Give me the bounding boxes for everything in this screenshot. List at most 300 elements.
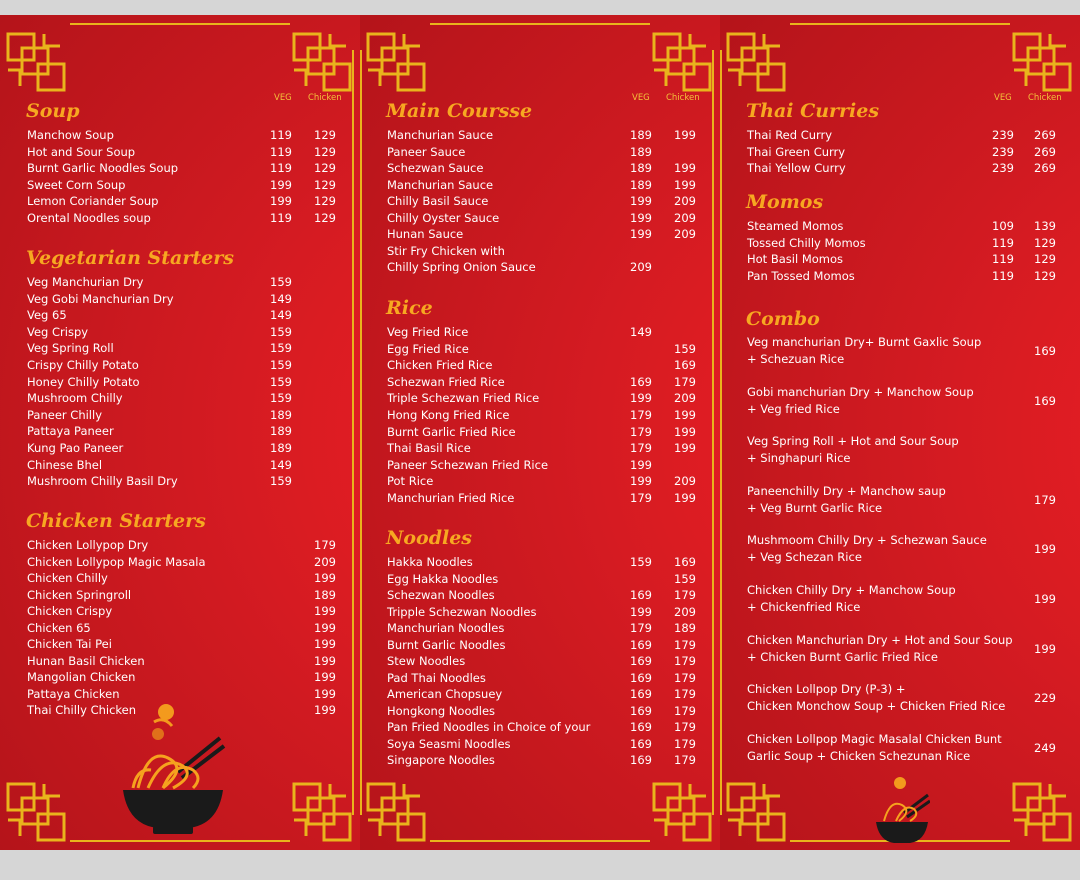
veg-price: 149 xyxy=(630,325,652,339)
chicken-price: 189 xyxy=(674,621,696,635)
section-title-chicken-starters: Chicken Starters xyxy=(26,510,206,532)
menu-item-row xyxy=(387,178,698,194)
veg-price: 189 xyxy=(630,144,652,159)
combo-line-2: Garlic Soup + Chicken Schezunan Rice xyxy=(747,748,971,763)
veg-price: 159 xyxy=(270,474,292,489)
veg-price: 199 xyxy=(630,194,652,208)
menu-item-name: Paneer Sauce xyxy=(387,144,466,159)
veg-price: 199 xyxy=(270,194,292,208)
menu-item-row xyxy=(387,408,698,424)
menu-item-name: Honey Chilly Potato xyxy=(27,374,140,389)
menu-item-name: Manchurian Sauce xyxy=(387,177,494,192)
veg-price: 209 xyxy=(630,260,652,274)
menu-item-row xyxy=(747,219,1058,235)
veg-price: 169 xyxy=(630,687,652,701)
menu-item-name: Chicken Lollypop Magic Masala xyxy=(27,554,206,569)
menu-item-row xyxy=(387,211,698,227)
menu-item-row xyxy=(387,638,698,654)
menu-item-name: Pad Thai Noodles xyxy=(387,670,486,685)
veg-price: 169 xyxy=(630,753,652,767)
veg-column-header: VEG xyxy=(632,93,650,103)
combo-item xyxy=(747,334,1058,368)
veg-price: 119 xyxy=(270,144,292,159)
menu-item-row xyxy=(27,275,338,291)
menu-item-name: Pan Fried Noodles in Choice of your xyxy=(387,720,591,734)
menu-item-row xyxy=(27,703,338,719)
chicken-price: 159 xyxy=(674,341,696,356)
menu-item-name: Paneer Schezwan Fried Rice xyxy=(387,457,549,472)
chicken-price: 199 xyxy=(314,620,336,635)
menu-item-name: Thai Green Curry xyxy=(747,144,846,159)
veg-price: 239 xyxy=(992,161,1014,175)
chicken-price: 209 xyxy=(674,604,696,619)
menu-item-name: Hot and Sour Soup xyxy=(27,144,136,159)
veg-price: 179 xyxy=(630,441,652,456)
menu-item-name: Crispy Chilly Potato xyxy=(27,358,139,372)
chicken-price: 179 xyxy=(674,736,696,751)
chicken-price: 199 xyxy=(314,653,336,668)
menu-item-name: Paneer Chilly xyxy=(27,407,102,422)
menu-item-name: Hongkong Noodles xyxy=(387,703,496,718)
menu-item-row xyxy=(387,194,698,210)
chicken-column-header: Chicken xyxy=(666,93,700,103)
veg-price: 239 xyxy=(992,128,1014,142)
chicken-price: 269 xyxy=(1034,128,1056,142)
menu-item-row xyxy=(27,458,338,474)
menu-item-row xyxy=(387,145,698,161)
veg-price: 159 xyxy=(270,275,292,289)
chicken-price: 179 xyxy=(674,637,696,652)
menu-item-name: Hong Kong Fried Rice xyxy=(387,408,510,422)
menu-item-name: Hakka Noodles xyxy=(387,555,473,569)
menu-item-row xyxy=(387,458,698,474)
menu-item-name: Thai Red Curry xyxy=(747,128,833,142)
menu-item-name: Schezwan Noodles xyxy=(387,588,495,602)
chicken-price: 199 xyxy=(674,161,696,175)
combo-line-2: Chicken Monchow Soup + Chicken Fried Rice xyxy=(747,699,1006,714)
menu-item-row xyxy=(27,211,338,227)
chicken-price: 199 xyxy=(314,571,336,585)
chicken-price: 199 xyxy=(674,128,696,142)
gold-border-right xyxy=(352,50,354,815)
menu-item-name: Chicken Lollypop Dry xyxy=(27,538,149,552)
menu-item-row xyxy=(27,441,338,457)
menu-item-name: Thai Basil Rice xyxy=(387,441,471,456)
menu-item-name: Pan Tossed Momos xyxy=(747,268,855,283)
gold-border-top xyxy=(790,23,1010,25)
veg-price: 199 xyxy=(630,457,652,472)
chicken-price: 129 xyxy=(1034,235,1056,250)
menu-item-row xyxy=(387,342,698,358)
menu-item-row xyxy=(387,441,698,457)
menu-item-name: Chicken Fried Rice xyxy=(387,358,493,373)
menu-item-name: Chicken Springroll xyxy=(27,587,132,602)
menu-item-row xyxy=(387,621,698,637)
chicken-price: 129 xyxy=(1034,268,1056,283)
menu-item-row xyxy=(27,637,338,653)
gold-border-bottom xyxy=(70,840,290,842)
menu-item-name: Mangolian Chicken xyxy=(27,670,136,684)
chicken-price: 209 xyxy=(674,210,696,225)
menu-item-row xyxy=(387,671,698,687)
menu-item-row xyxy=(387,244,698,260)
veg-price: 189 xyxy=(630,128,652,142)
combo-price: 249 xyxy=(1034,740,1056,755)
menu-item-name: Kung Pao Paneer xyxy=(27,441,124,455)
menu-item-name: Manchow Soup xyxy=(27,128,114,142)
lattice-ornament-icon xyxy=(290,30,356,96)
chicken-price: 129 xyxy=(314,161,336,175)
menu-item-name: Thai Yellow Curry xyxy=(747,161,846,175)
veg-price: 169 xyxy=(630,374,652,389)
veg-price: 109 xyxy=(992,219,1014,233)
chicken-price: 179 xyxy=(674,588,696,602)
menu-item-name: Burnt Garlic Noodles Soup xyxy=(27,161,179,175)
chopsticks-icon xyxy=(178,738,224,778)
veg-price: 149 xyxy=(270,291,292,306)
veg-price: 149 xyxy=(270,308,292,323)
menu-item-row xyxy=(27,621,338,637)
lattice-ornament-icon xyxy=(364,30,430,96)
veg-price: 159 xyxy=(630,555,652,569)
menu-item-row xyxy=(27,308,338,324)
menu-item-row xyxy=(387,425,698,441)
veg-price: 119 xyxy=(270,161,292,175)
combo-line-2: + Veg fried Rice xyxy=(747,401,840,416)
menu-item-row xyxy=(27,654,338,670)
menu-item-row xyxy=(747,269,1058,285)
chicken-price: 269 xyxy=(1034,144,1056,159)
menu-item-row xyxy=(27,474,338,490)
veg-price: 119 xyxy=(270,128,292,142)
menu-item-row xyxy=(27,145,338,161)
menu-item-row xyxy=(747,236,1058,252)
chicken-price: 179 xyxy=(674,654,696,668)
chicken-price: 179 xyxy=(314,538,336,552)
menu-item-row xyxy=(747,161,1058,177)
menu-item-row xyxy=(27,292,338,308)
menu-item-name: Chicken 65 xyxy=(27,620,91,635)
menu-item-name: Schezwan Sauce xyxy=(387,161,484,175)
menu-item-name: Burnt Garlic Noodles xyxy=(387,637,506,652)
menu-item-name: Manchurian Fried Rice xyxy=(387,491,515,505)
menu-item-row xyxy=(747,145,1058,161)
section-title-rice: Rice xyxy=(386,297,433,319)
chicken-price: 199 xyxy=(314,604,336,618)
menu-item-row xyxy=(27,391,338,407)
chicken-price: 129 xyxy=(314,177,336,192)
menu-item-row xyxy=(27,358,338,374)
chicken-price: 199 xyxy=(674,408,696,422)
noodle-bowl-icon xyxy=(874,773,930,847)
veg-price: 239 xyxy=(992,144,1014,159)
menu-item-name: Chicken Crispy xyxy=(27,604,113,618)
veg-price: 189 xyxy=(270,407,292,422)
chicken-price: 179 xyxy=(674,703,696,718)
lattice-ornament-icon xyxy=(4,30,70,96)
veg-price: 169 xyxy=(630,720,652,734)
menu-item-row xyxy=(387,654,698,670)
chicken-price: 179 xyxy=(674,720,696,734)
menu-item-row xyxy=(27,128,338,144)
menu-item-name: Thai Chilly Chicken xyxy=(27,703,137,717)
chicken-price: 179 xyxy=(674,670,696,685)
menu-item-row xyxy=(387,358,698,374)
combo-item xyxy=(747,731,1058,765)
menu-panel-left xyxy=(0,15,360,850)
combo-item xyxy=(747,532,1058,566)
menu-item-name: Triple Schezwan Fried Rice xyxy=(387,391,540,406)
menu-item-row xyxy=(27,588,338,604)
veg-price: 159 xyxy=(270,391,292,406)
menu-item-row xyxy=(387,491,698,507)
veg-price: 159 xyxy=(270,358,292,372)
menu-item-row xyxy=(27,538,338,554)
veg-price: 169 xyxy=(630,588,652,602)
veg-column-header: VEG xyxy=(994,93,1012,103)
chicken-price: 189 xyxy=(314,587,336,602)
lattice-ornament-icon xyxy=(724,30,790,96)
menu-item-row xyxy=(387,687,698,703)
lattice-ornament-icon xyxy=(724,780,790,846)
chicken-price: 199 xyxy=(314,637,336,651)
combo-line-2: + Veg Burnt Garlic Rice xyxy=(747,500,883,515)
section-title-thai-curries: Thai Curries xyxy=(746,100,880,122)
menu-item-row xyxy=(387,753,698,769)
lattice-ornament-icon xyxy=(1010,780,1076,846)
chicken-price: 179 xyxy=(674,687,696,701)
menu-item-row xyxy=(747,128,1058,144)
veg-price: 199 xyxy=(270,177,292,192)
menu-item-row xyxy=(27,375,338,391)
chicken-price: 209 xyxy=(674,474,696,489)
combo-line-1: Chicken Lollpop Magic Masalal Chicken Bunt xyxy=(747,731,1002,746)
chicken-price: 129 xyxy=(314,144,336,159)
combo-price: 229 xyxy=(1034,691,1056,706)
menu-item-row xyxy=(387,375,698,391)
combo-line-2: + Chickenfried Rice xyxy=(747,600,861,614)
menu-item-name: Egg Fried Rice xyxy=(387,341,469,356)
menu-item-name: Mushroom Chilly xyxy=(27,391,123,406)
chicken-price: 129 xyxy=(314,194,336,208)
veg-price: 169 xyxy=(630,654,652,668)
chicken-price: 209 xyxy=(674,194,696,208)
lattice-ornament-icon xyxy=(1010,30,1076,96)
section-title-combo: Combo xyxy=(746,308,820,330)
menu-item-row xyxy=(387,555,698,571)
combo-line-1: Chicken Manchurian Dry + Hot and Sour Soup xyxy=(747,632,1013,647)
menu-item-name: Chilly Basil Sauce xyxy=(387,194,489,208)
menu-panel-middle xyxy=(360,15,720,850)
lattice-ornament-icon xyxy=(4,780,70,846)
menu-item-row xyxy=(27,161,338,177)
combo-line-1: Veg manchurian Dry+ Burnt Gaxlic Soup xyxy=(747,335,982,349)
chicken-price: 169 xyxy=(674,555,696,569)
chicken-price: 209 xyxy=(314,554,336,569)
combo-line-1: Mushmoom Chilly Dry + Schezwan Sauce xyxy=(747,533,987,548)
menu-item-name: Schezwan Fried Rice xyxy=(387,374,505,389)
menu-item-row xyxy=(387,704,698,720)
combo-line-1: Chicken Chilly Dry + Manchow Soup xyxy=(747,583,956,597)
menu-item-name: Sweet Corn Soup xyxy=(27,177,126,192)
menu-item-row xyxy=(387,605,698,621)
menu-item-row xyxy=(27,687,338,703)
menu-item-name: Tripple Schezwan Noodles xyxy=(387,604,537,619)
veg-price: 119 xyxy=(992,235,1014,250)
veg-price: 169 xyxy=(630,736,652,751)
veg-price: 159 xyxy=(270,341,292,356)
section-title-soup: Soup xyxy=(26,100,80,122)
menu-item-name: Chicken Tai Pei xyxy=(27,637,112,651)
combo-line-1: Veg Spring Roll + Hot and Sour Soup xyxy=(747,434,959,449)
menu-item-name: Tossed Chilly Momos xyxy=(747,235,866,250)
chicken-price: 199 xyxy=(674,177,696,192)
menu-item-name: Singapore Noodles xyxy=(387,753,495,767)
menu-item-name: Veg Crispy xyxy=(27,324,89,339)
menu-item-row xyxy=(27,424,338,440)
menu-item-row xyxy=(27,604,338,620)
chicken-price: 129 xyxy=(314,128,336,142)
gold-border-left xyxy=(720,50,722,815)
chicken-price: 179 xyxy=(674,753,696,767)
menu-item-row xyxy=(387,391,698,407)
combo-line-2: + Singhapuri Rice xyxy=(747,451,851,466)
menu-item-row xyxy=(387,474,698,490)
menu-item-name: Burnt Garlic Fried Rice xyxy=(387,424,516,439)
menu-item-name: Stew Noodles xyxy=(387,654,466,668)
veg-price: 199 xyxy=(630,227,652,241)
menu-item-name: Veg Gobi Manchurian Dry xyxy=(27,291,174,306)
menu-item-row xyxy=(387,737,698,753)
veg-price: 179 xyxy=(630,408,652,422)
veg-price: 179 xyxy=(630,491,652,505)
veg-price: 119 xyxy=(992,268,1014,283)
menu-item-row xyxy=(387,588,698,604)
combo-item xyxy=(747,384,1058,418)
combo-line-1: Gobi manchurian Dry + Manchow Soup xyxy=(747,384,974,399)
veg-price: 199 xyxy=(630,391,652,406)
menu-item-name: Egg Hakka Noodles xyxy=(387,571,499,586)
gold-border-right xyxy=(712,50,714,815)
chicken-price: 209 xyxy=(674,391,696,406)
menu-item-row xyxy=(387,227,698,243)
chicken-price: 129 xyxy=(314,210,336,225)
veg-price: 169 xyxy=(630,703,652,718)
veg-price: 199 xyxy=(630,604,652,619)
veg-price: 189 xyxy=(630,161,652,175)
chicken-price: 199 xyxy=(314,686,336,701)
chicken-price: 199 xyxy=(674,424,696,439)
menu-item-name: Manchurian Sauce xyxy=(387,128,494,142)
menu-item-name: Stir Fry Chicken with xyxy=(387,243,505,258)
veg-price: 189 xyxy=(270,424,292,439)
combo-price: 179 xyxy=(1034,492,1056,507)
chicken-price: 269 xyxy=(1034,161,1056,175)
combo-line-2: + Veg Schezan Rice xyxy=(747,550,862,565)
chicken-price: 199 xyxy=(674,441,696,456)
menu-item-name: Mushroom Chilly Basil Dry xyxy=(27,474,178,489)
gold-border-top xyxy=(70,23,290,25)
menu-item-row xyxy=(27,194,338,210)
menu-item-name: American Chopsuey xyxy=(387,687,503,701)
combo-line-2: + Schezuan Rice xyxy=(747,352,845,366)
gold-border-top xyxy=(430,23,650,25)
chicken-price: 199 xyxy=(314,670,336,684)
veg-price: 179 xyxy=(630,424,652,439)
combo-item xyxy=(747,433,1058,467)
gold-border-left xyxy=(360,50,362,815)
menu-item-row xyxy=(387,572,698,588)
menu-item-name: Veg 65 xyxy=(27,308,67,323)
menu-item-name: Orental Noodles soup xyxy=(27,210,151,225)
chicken-price: 209 xyxy=(674,227,696,241)
menu-item-row xyxy=(27,325,338,341)
section-title-veg-starters: Vegetarian Starters xyxy=(26,247,234,269)
combo-price: 199 xyxy=(1034,592,1056,606)
chicken-price: 139 xyxy=(1034,219,1056,233)
combo-item xyxy=(747,483,1058,517)
veg-price: 169 xyxy=(630,637,652,652)
menu-item-row xyxy=(27,178,338,194)
chicken-column-header: Chicken xyxy=(1028,93,1062,103)
menu-item-name: Chicken Chilly xyxy=(27,571,108,585)
veg-price: 169 xyxy=(630,670,652,685)
menu-item-name: Pattaya Chicken xyxy=(27,686,120,701)
chicken-price: 159 xyxy=(674,571,696,586)
menu-item-row xyxy=(747,252,1058,268)
menu-item-name: Hot Basil Momos xyxy=(747,252,844,267)
menu-item-name: Hunan Basil Chicken xyxy=(27,653,145,668)
chicken-price: 199 xyxy=(314,703,336,717)
menu-item-name: Veg Fried Rice xyxy=(387,325,469,339)
chicken-price: 199 xyxy=(674,491,696,505)
veg-column-header: VEG xyxy=(274,93,292,103)
chicken-price: 169 xyxy=(674,358,696,373)
menu-item-name: Veg Manchurian Dry xyxy=(27,275,144,289)
gold-border-bottom xyxy=(430,840,650,842)
combo-line-1: Paneenchilly Dry + Manchow saup xyxy=(747,483,946,498)
combo-item xyxy=(747,681,1058,715)
combo-price: 169 xyxy=(1034,393,1056,408)
menu-item-row xyxy=(387,325,698,341)
menu-item-row xyxy=(387,161,698,177)
menu-item-name: Pattaya Paneer xyxy=(27,424,114,439)
lattice-ornament-icon xyxy=(364,780,430,846)
menu-item-name: Manchurian Noodles xyxy=(387,621,505,635)
lattice-ornament-icon xyxy=(650,780,716,846)
chicken-price: 179 xyxy=(674,374,696,389)
menu-item-row xyxy=(387,260,698,276)
menu-item-name: Soya Seasmi Noodles xyxy=(387,736,511,751)
section-title-noodles: Noodles xyxy=(386,527,473,549)
menu-item-row xyxy=(387,128,698,144)
chicken-price: 129 xyxy=(1034,252,1056,267)
combo-item xyxy=(747,632,1058,666)
menu-item-name: Lemon Coriander Soup xyxy=(27,194,159,208)
veg-price: 159 xyxy=(270,324,292,339)
section-title-main-course: Main Coursse xyxy=(386,100,533,122)
veg-price: 119 xyxy=(270,210,292,225)
chicken-column-header: Chicken xyxy=(308,93,342,103)
menu-item-row xyxy=(27,571,338,587)
menu-item-name: Veg Spring Roll xyxy=(27,341,114,356)
lattice-ornament-icon xyxy=(290,780,356,846)
combo-price: 199 xyxy=(1034,542,1056,557)
menu-panel-right xyxy=(720,15,1080,850)
combo-price: 169 xyxy=(1034,344,1056,358)
menu-item-name: Pot Rice xyxy=(387,474,434,489)
veg-price: 189 xyxy=(270,441,292,455)
